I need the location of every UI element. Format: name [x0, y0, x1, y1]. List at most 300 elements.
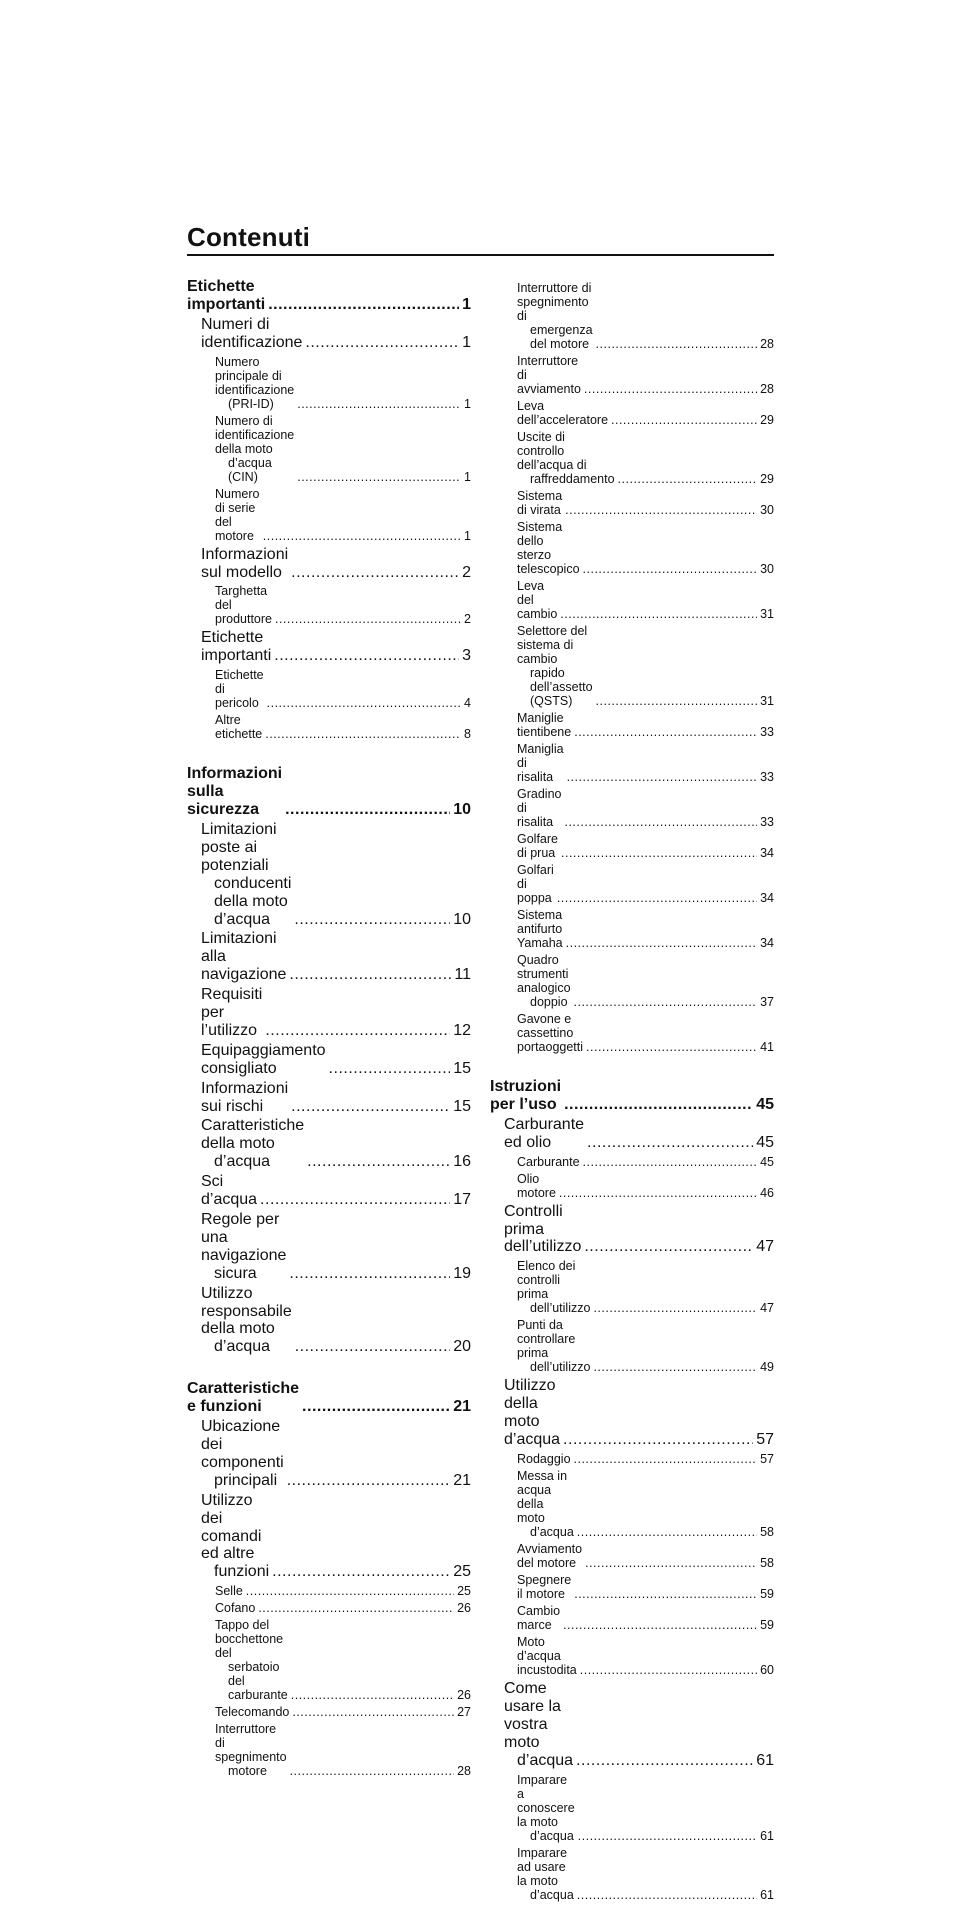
toc-page-number: 59 [760, 1617, 774, 1632]
toc-entry[interactable] [187, 316, 471, 352]
toc-entry-line: Quadro strumenti analogico [517, 953, 571, 995]
dot-leader [260, 1191, 450, 1209]
toc-entry[interactable] [490, 832, 774, 860]
toc-page-number: 29 [760, 472, 774, 486]
dot-leader [577, 1888, 757, 1902]
toc-entry-line: d’acqua (CIN) [228, 455, 272, 484]
toc-entry[interactable] [490, 489, 774, 517]
dot-leader [297, 397, 461, 411]
dot-leader [258, 1601, 454, 1615]
toc-page-number: 41 [760, 1040, 774, 1054]
toc-entry-line: conducenti della moto [214, 874, 292, 910]
toc-entry-line: Numero principale di identificazione [215, 354, 295, 397]
dot-leader [294, 911, 450, 929]
toc-page-number: 10 [453, 801, 471, 819]
toc-entry-line: funzioni [214, 1563, 270, 1581]
toc-entry[interactable] [187, 1618, 471, 1702]
dot-leader [274, 647, 459, 665]
dot-leader [596, 694, 758, 708]
toc-entry-line: Maniglie tientibene [517, 711, 572, 739]
toc-entry-title [517, 908, 563, 950]
toc-entry-line: Elenco dei controlli prima [517, 1259, 576, 1302]
toc-entry-line: Caratteristiche e funzioni [187, 1380, 300, 1416]
toc-entry-line: Gradino di risalita [517, 787, 562, 829]
toc-page-number: 4 [464, 696, 471, 711]
toc-page-number: 25 [457, 1584, 471, 1599]
toc-entry-line: Interruttore di spegnimento [215, 1722, 287, 1765]
toc-entry[interactable] [490, 624, 774, 708]
toc-page-number: 1 [464, 396, 471, 411]
toc-entry-line: Interruttore di spegnimento di [517, 281, 592, 323]
dot-leader [287, 1472, 450, 1490]
toc-entry-title [517, 624, 593, 708]
toc-entry-line: Utilizzo responsabile della moto [201, 1284, 292, 1338]
toc-entry[interactable] [490, 1469, 774, 1539]
dot-leader [559, 1186, 757, 1200]
toc-entry-line: Selle [215, 1584, 243, 1599]
toc-page-number: 60 [760, 1662, 774, 1677]
toc-entry[interactable] [490, 1116, 774, 1152]
dot-leader [285, 801, 450, 819]
toc-entry-title [517, 399, 608, 427]
dot-leader [574, 725, 757, 739]
toc-page-number: 17 [453, 1191, 471, 1209]
toc-entry-title [201, 986, 262, 1040]
toc-entry-line: Selettore del sistema di cambio [517, 624, 588, 666]
toc-page-number: 26 [457, 1601, 471, 1616]
toc-entry-line: Informazioni sui rischi [201, 1079, 289, 1115]
toc-page-number: 1 [462, 295, 471, 313]
toc-left-column [187, 278, 471, 1781]
toc-entry-title [215, 414, 294, 484]
dot-leader [574, 1587, 757, 1601]
dot-leader [297, 470, 461, 484]
toc-entry[interactable] [490, 430, 774, 486]
toc-entry-title [504, 1680, 573, 1770]
toc-entry[interactable] [490, 579, 774, 621]
toc-page-number: 33 [760, 725, 774, 739]
toc-entry-line: Etichette importanti [187, 278, 266, 313]
toc-entry-title [517, 281, 593, 351]
toc-entry-line: Carburante ed olio [504, 1115, 585, 1151]
toc-entry-title [215, 1705, 289, 1719]
toc-entry-title [517, 832, 558, 860]
toc-entry[interactable] [490, 1542, 774, 1570]
toc-entry[interactable] [490, 1773, 774, 1843]
toc-page-number: 37 [760, 995, 774, 1009]
toc-page-number: 8 [464, 727, 471, 742]
toc-entry[interactable] [490, 354, 774, 396]
toc-entry[interactable] [187, 986, 471, 1040]
toc-entry-title [517, 863, 554, 905]
dot-leader [275, 612, 461, 626]
toc-page-number: 1 [462, 333, 471, 351]
toc-entry-title [201, 1418, 284, 1490]
toc-entry[interactable] [187, 1601, 471, 1615]
toc-entry-line: Targhetta del produttore [215, 584, 272, 627]
toc-entry-line: rapido dell’assetto (QSTS) [530, 666, 593, 708]
toc-entry-line: Altre etichette [215, 713, 263, 742]
dot-leader [593, 1301, 757, 1315]
dot-leader [564, 1096, 753, 1114]
dot-leader [587, 1134, 753, 1152]
toc-entry-line: raffreddamento [530, 472, 615, 486]
dot-leader [289, 1265, 450, 1283]
toc-entry[interactable] [187, 930, 471, 984]
toc-entry-line: Imparare ad usare la moto [517, 1845, 568, 1888]
toc-entry[interactable] [187, 821, 471, 928]
toc-entry[interactable] [490, 1377, 774, 1449]
toc-entry[interactable] [490, 863, 774, 905]
toc-entry[interactable] [187, 487, 471, 543]
dot-leader [291, 564, 459, 582]
dot-leader [576, 1752, 753, 1770]
toc-entry-line: Controlli prima dell’utilizzo [504, 1202, 582, 1256]
toc-page-number: 47 [760, 1301, 774, 1316]
toc-entry[interactable] [490, 1318, 774, 1374]
toc-entry-title [215, 355, 294, 411]
toc-entry[interactable] [187, 584, 471, 626]
toc-entry[interactable] [490, 520, 774, 576]
toc-entry-title [504, 1116, 584, 1152]
toc-page-number: 29 [760, 413, 774, 427]
toc-entry-title [201, 629, 271, 665]
toc-entry-title [517, 1773, 575, 1843]
dot-leader [329, 1060, 451, 1078]
toc-entry[interactable] [187, 1285, 471, 1357]
toc-entry-title [215, 1618, 288, 1702]
dot-leader [565, 503, 757, 517]
toc-entry-line: Sci d’acqua [201, 1173, 258, 1209]
toc-entry[interactable] [187, 668, 471, 710]
toc-entry-line: Leva dell’acceleratore [517, 399, 609, 427]
toc-entry-line: Telecomando [215, 1705, 290, 1720]
dot-leader [291, 1098, 450, 1116]
dot-leader [583, 1155, 758, 1169]
toc-entry[interactable] [187, 1418, 471, 1490]
toc-entry-line: dell’utilizzo [530, 1360, 591, 1375]
toc-entry-title [201, 1080, 288, 1116]
toc-page-number: 1 [464, 469, 471, 484]
toc-page-number: 57 [756, 1431, 774, 1449]
toc-page-number: 34 [760, 936, 774, 950]
toc-entry-line: serbatoio del carburante [228, 1660, 288, 1703]
dot-leader [246, 1584, 454, 1598]
toc-entry-title [187, 278, 265, 314]
toc-entry-line: Golfari di poppa [517, 863, 554, 905]
toc-entry[interactable] [187, 546, 471, 582]
dot-leader [584, 382, 757, 396]
dot-leader [265, 1022, 450, 1040]
toc-entry-title [201, 1117, 304, 1171]
toc-entry-title [517, 953, 571, 1009]
toc-entry-line: Cambio marce [517, 1603, 561, 1632]
toc-entry-line: Gavone e cassettino portaoggetti [517, 1012, 584, 1054]
toc-entry-title [187, 765, 282, 819]
toc-entry[interactable] [490, 1172, 774, 1200]
toc-entry-line: Punti da controllare prima [517, 1318, 576, 1361]
toc-entry[interactable] [187, 1042, 471, 1078]
toc-entry-line: Sistema dello sterzo telescopico [517, 520, 580, 576]
toc-entry-line: Come usare la vostra moto [504, 1679, 561, 1751]
toc-page-number: 30 [760, 562, 774, 576]
toc-entry-title [201, 1492, 269, 1582]
toc-entry-line: motore [228, 1764, 267, 1779]
toc-entry-line: Numero di serie del motore [215, 486, 260, 543]
toc-entry-line: sicura [214, 1264, 257, 1282]
toc-page-number: 1 [464, 528, 471, 543]
toc-entry-line: d’acqua [530, 1828, 574, 1843]
toc-page-number: 34 [760, 891, 774, 905]
toc-entry-title [215, 487, 260, 543]
toc-entry-line: Etichette importanti [201, 629, 272, 665]
dot-leader [267, 696, 461, 710]
dot-leader [263, 529, 461, 543]
toc-page-number: 34 [760, 846, 774, 860]
toc-entry-title [517, 1172, 556, 1200]
toc-entry[interactable] [187, 1117, 471, 1171]
dot-leader [302, 1398, 450, 1416]
toc-entry-line: Utilizzo dei comandi ed altre [201, 1491, 262, 1563]
dot-leader [593, 1360, 757, 1374]
dot-leader [596, 337, 758, 351]
toc-entry-title [215, 668, 264, 710]
toc-entry-line: Cofano [215, 1601, 256, 1616]
toc-page-number: 15 [453, 1097, 471, 1115]
dot-leader [291, 1688, 454, 1702]
toc-entry[interactable] [490, 787, 774, 829]
toc-page-number: 21 [453, 1398, 471, 1416]
dot-leader [574, 995, 758, 1009]
toc-entry-title [215, 1722, 287, 1778]
toc-entry-line: principali [214, 1471, 278, 1489]
toc-entry[interactable] [490, 1680, 774, 1770]
toc-entry-title [517, 354, 581, 396]
toc-right-column [490, 278, 774, 1905]
toc-entry-line: Sistema di virata [517, 489, 563, 517]
toc-page-number: 28 [760, 337, 774, 351]
toc-entry-title [517, 711, 571, 739]
toc-page-number: 20 [453, 1338, 471, 1356]
dot-leader [561, 846, 757, 860]
toc-entry[interactable] [490, 1078, 774, 1114]
toc-entry[interactable] [490, 281, 774, 351]
toc-entry-line: d’acqua [214, 1153, 271, 1171]
dot-leader [574, 1452, 758, 1466]
toc-entry-title [517, 787, 561, 829]
toc-page-number: 21 [453, 1471, 471, 1489]
toc-page-number: 31 [760, 607, 774, 621]
toc-entry-line: Avviamento del motore [517, 1541, 583, 1570]
toc-entry-line: d’acqua [530, 1524, 574, 1539]
toc-entry[interactable] [187, 1705, 471, 1719]
toc-entry-line: Golfare di prua [517, 832, 558, 860]
toc-entry-line: Uscite di controllo dell’acqua di [517, 430, 587, 472]
toc-entry[interactable] [187, 278, 471, 314]
toc-page-number: 31 [760, 694, 774, 708]
toc-page-number: 61 [760, 1887, 774, 1902]
toc-entry-line: Regole per una navigazione [201, 1211, 287, 1264]
toc-entry[interactable] [187, 1380, 471, 1416]
toc-entry-title [201, 546, 288, 582]
toc-page-number: 58 [760, 1555, 774, 1570]
toc-entry-title [215, 713, 262, 741]
toc-entry-line: Caratteristiche della moto [201, 1117, 305, 1153]
dot-leader [292, 1705, 454, 1719]
dot-leader [578, 1829, 757, 1843]
toc-entry-line: Numeri di identificazione [201, 315, 303, 351]
toc-entry-title [201, 1173, 257, 1209]
toc-entry[interactable] [490, 1635, 774, 1677]
dot-leader [563, 1618, 757, 1632]
toc-entry-line: Utilizzo della moto d’acqua [504, 1377, 561, 1449]
toc-page-number: 33 [760, 770, 774, 784]
toc-page-number: 61 [760, 1828, 774, 1843]
toc-entry[interactable] [187, 713, 471, 741]
toc-entry-line: Imparare a conoscere la moto [517, 1772, 575, 1829]
toc-entry-line: emergenza del motore [530, 323, 593, 351]
toc-page-number: 46 [760, 1185, 774, 1200]
toc-entry[interactable] [490, 399, 774, 427]
toc-entry[interactable] [187, 1211, 471, 1283]
toc-entry-title [201, 1042, 326, 1078]
toc-entry-title [201, 821, 291, 928]
toc-entry-line: d’acqua [214, 910, 271, 928]
dot-leader [580, 1663, 757, 1677]
toc-entry-line: Etichette di pericolo [215, 668, 264, 711]
toc-entry-line: Spegnere il motore [517, 1572, 572, 1601]
toc-page-number: 49 [760, 1360, 774, 1375]
toc-entry-title [215, 1584, 243, 1598]
toc-page-number: 2 [464, 612, 471, 627]
dot-leader [295, 1338, 450, 1356]
dot-leader [618, 472, 758, 486]
toc-entry[interactable] [490, 711, 774, 739]
toc-entry-title [215, 584, 272, 626]
toc-entry-line: d’acqua [517, 1751, 574, 1769]
toc-entry[interactable] [490, 1155, 774, 1169]
dot-leader [557, 891, 757, 905]
toc-entry[interactable] [490, 1846, 774, 1902]
toc-entry[interactable] [187, 1080, 471, 1116]
dot-leader [289, 966, 451, 984]
toc-entry[interactable] [187, 765, 471, 819]
dot-leader [307, 1153, 450, 1171]
title-rule [187, 254, 774, 256]
dot-leader [265, 727, 461, 741]
toc-entry[interactable] [490, 1203, 774, 1257]
toc-entry-line: Messa in acqua della moto [517, 1468, 568, 1525]
toc-entry-title [201, 316, 302, 352]
toc-entry-line: dell’utilizzo [530, 1301, 591, 1316]
dot-leader [611, 413, 757, 427]
toc-entry[interactable] [187, 1722, 471, 1778]
dot-leader [560, 607, 757, 621]
toc-page-number: 28 [457, 1764, 471, 1779]
toc-entry[interactable] [490, 908, 774, 950]
toc-entry-title [504, 1203, 581, 1257]
toc-entry[interactable] [490, 1012, 774, 1054]
toc-entry[interactable] [187, 1173, 471, 1209]
dot-leader [563, 1431, 753, 1449]
toc-entry[interactable] [490, 953, 774, 1009]
page-title: Contenuti [187, 222, 311, 252]
toc-entry[interactable] [490, 742, 774, 784]
toc-entry-title [517, 1259, 590, 1315]
toc-entry-line: Informazioni sulla sicurezza [187, 765, 283, 819]
toc-page-number: 61 [756, 1751, 774, 1769]
toc-entry-line: Equipaggiamento consigliato [201, 1041, 326, 1077]
toc-entry[interactable] [490, 1573, 774, 1601]
toc-entry-title [517, 579, 557, 621]
toc-entry-title [517, 1012, 583, 1054]
toc-entry-line: Olio motore [517, 1171, 556, 1200]
toc-entry-title [215, 1601, 255, 1615]
toc-entry-title [517, 489, 562, 517]
toc-entry-title [201, 1211, 286, 1283]
toc-page-number: 26 [457, 1688, 471, 1703]
dot-leader [305, 334, 459, 352]
dot-leader [290, 1764, 455, 1778]
toc-entry[interactable] [187, 1584, 471, 1598]
toc-entry-line: Limitazioni alla navigazione [201, 930, 287, 984]
toc-entry-line: (PRI-ID) [228, 396, 274, 411]
toc-page-number: 45 [756, 1095, 774, 1113]
toc-entry[interactable] [187, 414, 471, 484]
dot-leader [586, 1040, 757, 1054]
toc-entry[interactable] [490, 1259, 774, 1315]
toc-entry-line: d’acqua [214, 1338, 271, 1356]
dot-leader [585, 1556, 757, 1570]
toc-page-number: 25 [453, 1563, 471, 1581]
toc-entry-line: Limitazioni poste ai potenziali [201, 820, 277, 874]
toc-page-number: 28 [760, 382, 774, 396]
toc-entry-line: Informazioni sul modello [201, 545, 289, 581]
toc-entry[interactable] [187, 629, 471, 665]
dot-leader [272, 1563, 450, 1581]
toc-page-number: 47 [756, 1238, 774, 1256]
toc-entry[interactable] [490, 1452, 774, 1466]
toc-entry-line: Rodaggio [517, 1451, 571, 1466]
toc-entry-line: doppio [530, 995, 568, 1009]
toc-entry[interactable] [187, 1492, 471, 1582]
toc-entry-title [517, 1155, 580, 1169]
toc-entry-line: Leva del cambio [517, 579, 558, 621]
toc-entry[interactable] [187, 355, 471, 411]
toc-entry-title [517, 1604, 560, 1632]
toc-page-number: 58 [760, 1524, 774, 1539]
toc-page-number: 12 [453, 1021, 471, 1039]
toc-entry-title [517, 1846, 574, 1902]
toc-entry-title [517, 1573, 571, 1601]
toc-page-number: 2 [462, 563, 471, 581]
toc-page-number: 33 [760, 815, 774, 829]
toc-entry-line: Moto d’acqua incustodita [517, 1634, 577, 1677]
toc-entry[interactable] [490, 1604, 774, 1632]
toc-entry-line: Carburante [517, 1154, 580, 1169]
toc-entry-title [490, 1078, 561, 1114]
toc-page-number: 27 [457, 1705, 471, 1720]
toc-page-number: 16 [453, 1153, 471, 1171]
toc-entry-title [517, 1318, 590, 1374]
toc-entry-line: Sistema antifurto Yamaha [517, 908, 563, 950]
toc-entry-line: Istruzioni per l’uso [490, 1078, 562, 1113]
dot-leader [567, 770, 758, 784]
toc-entry-title [517, 430, 615, 486]
toc-page-number: 57 [760, 1451, 774, 1466]
toc-entry-title [517, 742, 564, 784]
toc-page-number: 10 [453, 910, 471, 928]
